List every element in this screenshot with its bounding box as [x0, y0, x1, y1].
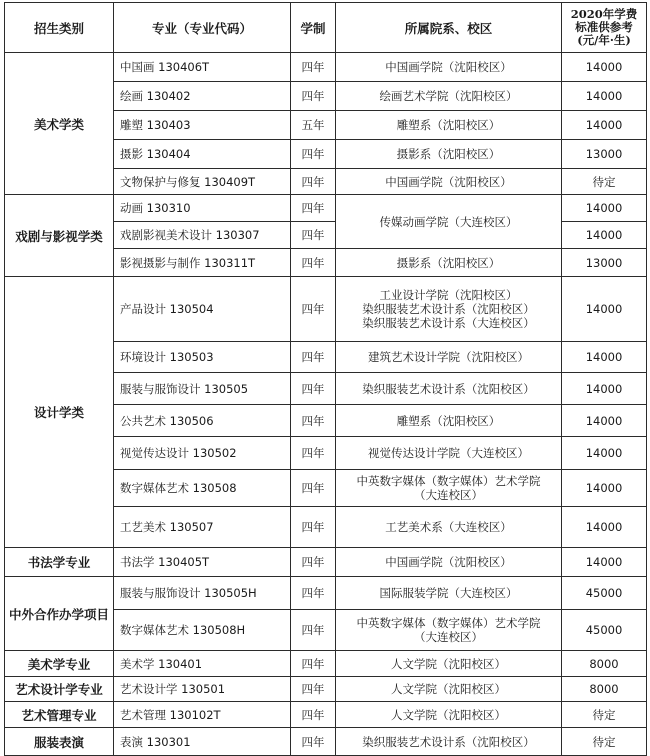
department-cell: 中国画学院（沈阳校区） — [336, 53, 562, 82]
department-cell: 建筑艺术设计学院（沈阳校区） — [336, 342, 562, 373]
department-cell — [336, 610, 562, 651]
fee-cell: 14000 — [562, 195, 647, 222]
duration-cell: 四年 — [291, 195, 336, 222]
table-row — [5, 548, 647, 577]
fee-cell: 14000 — [562, 342, 647, 373]
table-row — [5, 577, 647, 610]
major-cell: 产品设计 130504 — [114, 277, 291, 342]
category-cell: 美术学专业 — [5, 651, 114, 677]
department-cell: 雕塑系（沈阳校区） — [336, 111, 562, 140]
fee-cell: 14000 — [562, 82, 647, 111]
fee-cell: 14000 — [562, 373, 647, 405]
major-cell: 服装与服饰设计 130505H — [114, 577, 291, 610]
category-cell: 服装表演 — [5, 728, 114, 756]
fee-cell: 13000 — [562, 249, 647, 277]
header-duration: 学制 — [291, 3, 336, 53]
major-cell: 绘画 130402 — [114, 82, 291, 111]
department-cell: 摄影系（沈阳校区） — [336, 140, 562, 169]
fee-cell: 13000 — [562, 140, 647, 169]
department-line: 中英数字媒体（数字媒体）艺术学院 — [356, 474, 541, 488]
fee-cell: 14000 — [562, 405, 647, 437]
header-fee-line: 标准供参考 — [575, 20, 633, 34]
duration-cell: 四年 — [291, 702, 336, 728]
header-fee-line: (元/年·生) — [577, 33, 631, 47]
department-cell — [336, 277, 562, 342]
category-cell: 艺术管理专业 — [5, 702, 114, 728]
category-cell: 中外合作办学项目 — [5, 577, 114, 651]
category-cell: 艺术设计学专业 — [5, 677, 114, 702]
fee-cell: 14000 — [562, 222, 647, 249]
duration-cell: 四年 — [291, 577, 336, 610]
fee-cell: 45000 — [562, 610, 647, 651]
header-category: 招生类别 — [5, 3, 114, 53]
major-cell: 数字媒体艺术 130508H — [114, 610, 291, 651]
major-cell: 雕塑 130403 — [114, 111, 291, 140]
department-cell: 传媒动画学院（大连校区） — [336, 195, 562, 249]
major-cell: 公共艺术 130506 — [114, 405, 291, 437]
table-row — [5, 195, 647, 222]
major-cell: 艺术设计学 130501 — [114, 677, 291, 702]
category-cell: 美术学类 — [5, 53, 114, 195]
major-cell: 动画 130310 — [114, 195, 291, 222]
fee-cell: 14000 — [562, 507, 647, 548]
department-line: 染织服装艺术设计系（大连校区） — [362, 316, 535, 330]
major-cell: 艺术管理 130102T — [114, 702, 291, 728]
header-fee-line: 2020年学费 — [570, 7, 638, 21]
department-line: 染织服装艺术设计系（沈阳校区） — [362, 302, 535, 316]
fee-cell: 45000 — [562, 577, 647, 610]
major-cell: 影视摄影与制作 130311T — [114, 249, 291, 277]
department-cell: 中国画学院（沈阳校区） — [336, 169, 562, 195]
duration-cell: 四年 — [291, 277, 336, 342]
department-cell: 人文学院（沈阳校区） — [336, 651, 562, 677]
duration-cell: 四年 — [291, 169, 336, 195]
fee-cell: 8000 — [562, 677, 647, 702]
fee-cell: 14000 — [562, 277, 647, 342]
duration-cell: 四年 — [291, 437, 336, 470]
major-cell: 美术学 130401 — [114, 651, 291, 677]
category-cell: 设计学类 — [5, 277, 114, 548]
department-cell: 人文学院（沈阳校区） — [336, 702, 562, 728]
department-cell: 人文学院（沈阳校区） — [336, 677, 562, 702]
fee-cell: 14000 — [562, 437, 647, 470]
duration-cell: 四年 — [291, 470, 336, 507]
duration-cell: 四年 — [291, 651, 336, 677]
major-cell: 环境设计 130503 — [114, 342, 291, 373]
department-cell: 染织服装艺术设计系（沈阳校区） — [336, 728, 562, 756]
header-row — [5, 3, 647, 53]
table-row — [5, 728, 647, 756]
duration-cell: 四年 — [291, 140, 336, 169]
major-cell: 文物保护与修复 130409T — [114, 169, 291, 195]
table-row — [5, 651, 647, 677]
major-cell: 视觉传达设计 130502 — [114, 437, 291, 470]
header-major: 专业（专业代码） — [114, 3, 291, 53]
fee-cell: 待定 — [562, 702, 647, 728]
department-cell: 染织服装艺术设计系（沈阳校区） — [336, 373, 562, 405]
department-cell: 雕塑系（沈阳校区） — [336, 405, 562, 437]
department-line: 工业设计学院（沈阳校区） — [379, 288, 518, 302]
major-cell: 中国画 130406T — [114, 53, 291, 82]
department-cell: 摄影系（沈阳校区） — [336, 249, 562, 277]
major-cell: 数字媒体艺术 130508 — [114, 470, 291, 507]
table-row — [5, 277, 647, 342]
category-cell: 戏剧与影视学类 — [5, 195, 114, 277]
duration-cell: 四年 — [291, 373, 336, 405]
header-fee — [562, 3, 647, 53]
duration-cell: 四年 — [291, 610, 336, 651]
major-cell: 工艺美术 130507 — [114, 507, 291, 548]
duration-cell: 四年 — [291, 548, 336, 577]
duration-cell: 四年 — [291, 728, 336, 756]
department-line: （大连校区） — [414, 630, 483, 644]
department-cell: 视觉传达设计学院（大连校区） — [336, 437, 562, 470]
duration-cell: 四年 — [291, 507, 336, 548]
fee-cell: 14000 — [562, 470, 647, 507]
department-cell: 中国画学院（沈阳校区） — [336, 548, 562, 577]
fee-cell: 14000 — [562, 548, 647, 577]
fee-cell: 8000 — [562, 651, 647, 677]
table-row — [5, 53, 647, 82]
major-cell: 书法学 130405T — [114, 548, 291, 577]
major-cell: 摄影 130404 — [114, 140, 291, 169]
department-cell — [336, 470, 562, 507]
category-cell: 书法学专业 — [5, 548, 114, 577]
fee-cell: 待定 — [562, 169, 647, 195]
duration-cell: 五年 — [291, 111, 336, 140]
duration-cell: 四年 — [291, 249, 336, 277]
department-line: （大连校区） — [414, 488, 483, 502]
fee-cell: 待定 — [562, 728, 647, 756]
tuition-table — [4, 2, 647, 756]
duration-cell: 四年 — [291, 53, 336, 82]
department-cell: 国际服装学院（大连校区） — [336, 577, 562, 610]
major-cell: 服装与服饰设计 130505 — [114, 373, 291, 405]
department-cell: 工艺美术系（大连校区） — [336, 507, 562, 548]
department-cell: 绘画艺术学院（沈阳校区） — [336, 82, 562, 111]
department-line: 中英数字媒体（数字媒体）艺术学院 — [356, 616, 541, 630]
table-row — [5, 677, 647, 702]
duration-cell: 四年 — [291, 82, 336, 111]
header-department: 所属院系、校区 — [336, 3, 562, 53]
major-cell: 戏剧影视美术设计 130307 — [114, 222, 291, 249]
duration-cell: 四年 — [291, 405, 336, 437]
fee-cell: 14000 — [562, 53, 647, 82]
duration-cell: 四年 — [291, 677, 336, 702]
duration-cell: 四年 — [291, 342, 336, 373]
major-cell: 表演 130301 — [114, 728, 291, 756]
duration-cell: 四年 — [291, 222, 336, 249]
table-row — [5, 702, 647, 728]
fee-cell: 14000 — [562, 111, 647, 140]
